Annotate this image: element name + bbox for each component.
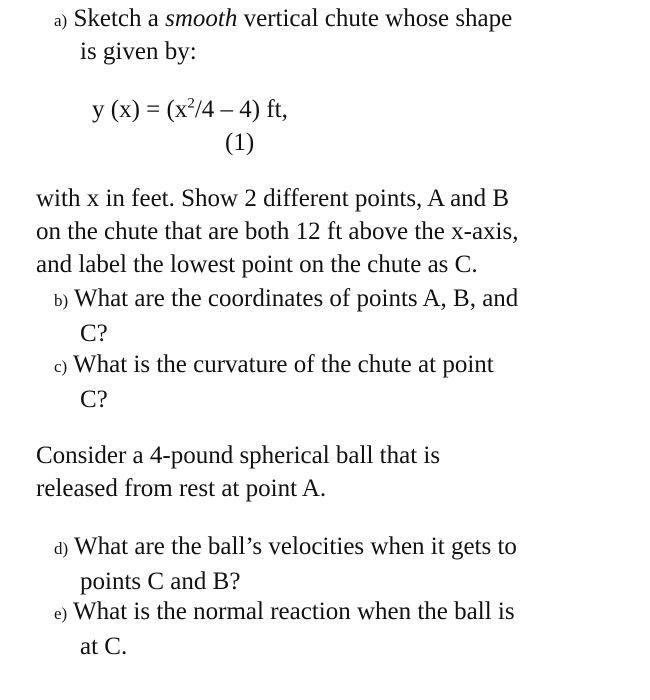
part-d [54, 530, 614, 598]
paragraph-2-line-2: released from rest at point A. [36, 475, 327, 502]
part-e-line-2: at C. [80, 633, 128, 660]
equation-number: (1) [225, 129, 255, 156]
paragraph-1-line-2: on the chute that are both 12 ft above the x-axis, [36, 218, 519, 245]
part-a-line2: is given by: [80, 38, 197, 65]
equation-rest: /4 – 4) ft, [194, 96, 288, 123]
equation-superscript: 2 [187, 95, 195, 112]
equation-y-part: y (x) = (x [92, 96, 188, 123]
part-b-line-2: C? [80, 320, 108, 347]
part-b [54, 282, 614, 350]
part-b-marker: b) [54, 291, 69, 310]
part-a [54, 2, 634, 37]
equation [92, 93, 288, 126]
paragraph-1-line-3: and label the lowest point on the chute as C. [36, 251, 478, 278]
paragraph-2-line-1: Consider a 4-pound spherical ball that is [36, 442, 441, 469]
part-e [54, 595, 614, 663]
part-a-marker: a) [54, 11, 68, 30]
part-c-line-2: C? [80, 386, 108, 413]
part-c-line-1: What is the curvature of the chute at point [73, 351, 494, 378]
paragraph-1-line-1: with x in feet. Show 2 different points, A and B [36, 185, 510, 212]
part-c-marker: c) [54, 357, 68, 376]
part-a-emphasis: smooth [165, 5, 238, 32]
part-b-line-1: What are the coordinates of points A, B, and [73, 285, 519, 312]
part-d-line-1: What are the ball’s velocities when it gets to [73, 533, 517, 560]
part-d-marker: d) [54, 539, 69, 558]
part-e-marker: e) [54, 604, 68, 623]
part-a-text-before: Sketch a [73, 5, 166, 32]
part-e-line-1: What is the normal reaction when the ball is [73, 598, 515, 625]
part-c [54, 348, 614, 416]
part-a-text-after: vertical chute whose shape [237, 5, 513, 32]
part-d-line-2: points C and B? [80, 568, 241, 595]
